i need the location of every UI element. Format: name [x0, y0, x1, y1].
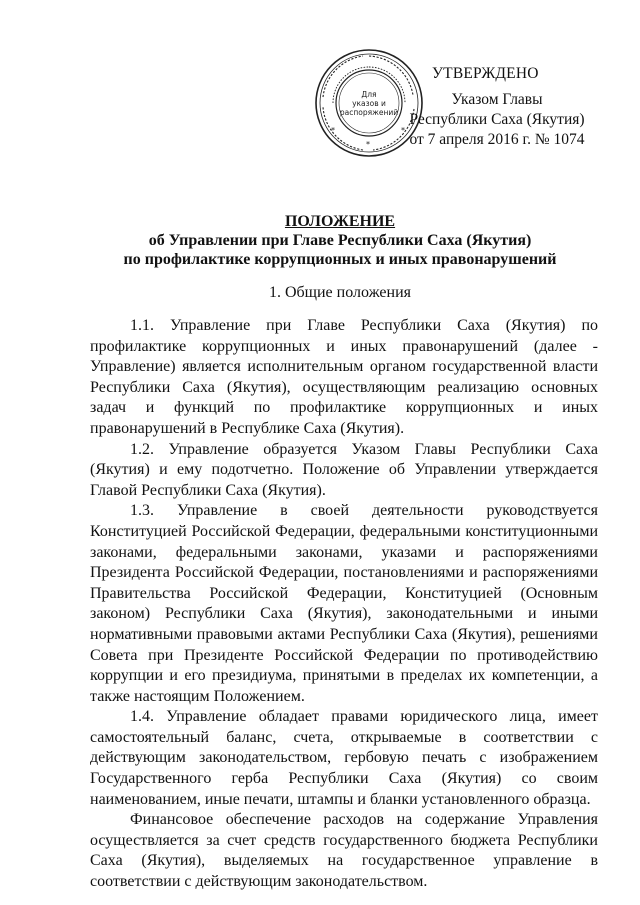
svg-text:*: * — [401, 126, 405, 135]
section-heading: 1. Общие положения — [268, 284, 412, 301]
paragraph: 1.4. Управление обладает правами юридического лица, имеет самостоятельный баланс, счета, открываемые в соответствии с действующим законодательством, гербовую печать с изображением Государственного герба Республики Саха (Якутия) со своим наименованием, иные печати, штампы и бланки установленного образца. — [90, 708, 598, 808]
paragraph: 1.3. Управление в своей деятельности руководствуется Конституцией Российской Федерации, федеральными конституционными законами, федеральными законами, указами и распоряжениями Президента Российской Федерации, постановлениями и распоряжениями Правительства Российской Федерации, Конституцией (Основным законом) Республики Саха (Якутия), законодательными и иными нормативными правовыми актами Республики Саха (Якутия), решениями Совета при Президенте Российской Федерации по противодействию коррупции и его президиума, принятыми в пределах их компетенции, а также настоящим Положением. — [90, 502, 598, 705]
svg-text:*: * — [331, 126, 335, 135]
svg-text:*: * — [366, 140, 370, 149]
approval-line: Республики Саха (Якутия) — [409, 111, 585, 128]
paragraph: 1.2. Управление образуется Указом Главы Республики Саха (Якутия) и ему подотчетно. Положение об Управлении утверждается Главой Республики Саха (Якутия). — [90, 440, 598, 499]
title-line: ПОЛОЖЕНИЕ — [284, 213, 396, 230]
paragraph: Финансовое обеспечение расходов на содержание Управления осуществляется за счет средств государственного бюджета Республики Саха (Якутия), выделяемых на государственное управление в соответствии с действующим законодательством. — [90, 811, 598, 891]
approval-heading: УТВЕРЖДЕНО — [432, 65, 539, 82]
seal-inner-text: указов и — [352, 99, 386, 108]
paragraph: 1.1. Управление при Главе Республики Саха (Якутия) по профилактике коррупционных и иных правонарушений (далее - Управление) является исполнительным органом государственной власти Республики Саха (Якутия), осуществляющим реализацию основных задач и функций по профилактике коррупционных и иных правонарушений в Республике Саха (Якутия). — [90, 317, 598, 437]
seal-inner-text: Для — [361, 90, 377, 99]
seal-inner-text: распоряжений — [339, 108, 399, 117]
approval-line: Указом Главы — [451, 91, 543, 108]
title-line: об Управлении при Главе Республики Саха (Якутия) — [148, 232, 532, 249]
approval-date: от 7 апреля 2016 г. № 1074 — [409, 131, 585, 148]
approval-block — [392, 64, 602, 150]
title-line: по профилактике коррупционных и иных правонарушений — [123, 251, 557, 268]
document-title — [60, 212, 620, 269]
document-body — [90, 316, 598, 893]
